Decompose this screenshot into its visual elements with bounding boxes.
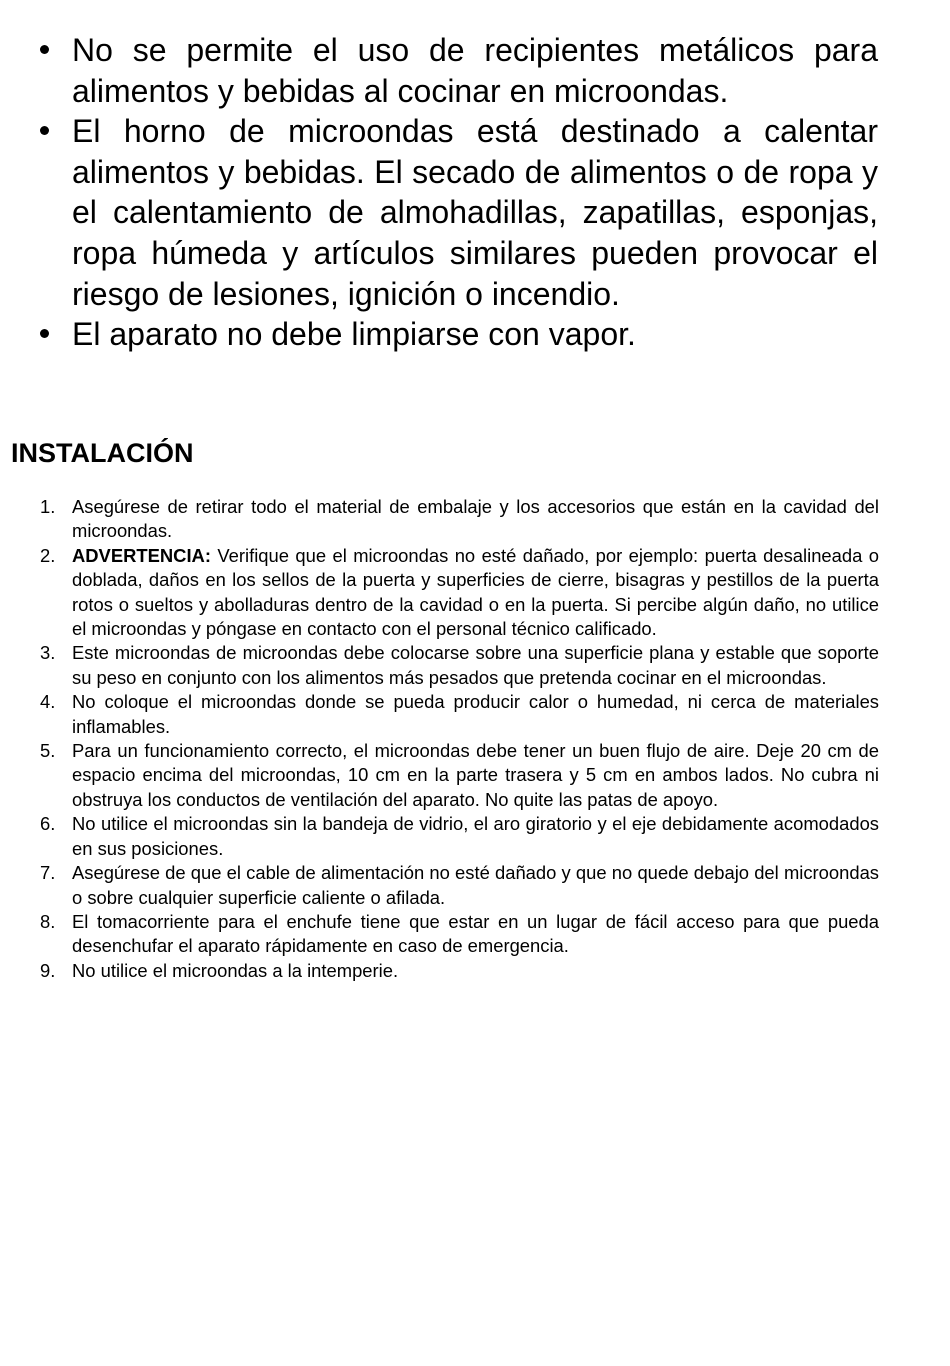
list-item [36, 495, 879, 544]
list-item [36, 690, 879, 739]
step-number: 5. [40, 740, 56, 762]
step-number: 7. [40, 862, 56, 884]
bullet-item [40, 111, 878, 314]
step-number: 2. [40, 544, 56, 566]
step-text: No utilice el microondas sin la bandeja de vidrio, el aro giratorio y el eje debidamente acomodados en sus posiciones. [72, 813, 879, 859]
step-text: Verifique que el microondas no esté dañado, por ejemplo: puerta desalineada o doblada, daños en los sellos de la puerta y superficies de cierre, bisagras y pestillos de la puerta rotos o sueltos y abolladuras dentro de la cavidad o en la puerta. Si percibe algún daño, no utilice el microondas y póngase en contacto con el personal técnico calificado. [72, 544, 879, 640]
bullet-text: No se permite el uso de recipientes metálicos para alimentos y bebidas al cocinar en microondas. [72, 32, 878, 109]
step-text: Para un funcionamiento correcto, el microondas debe tener un buen flujo de aire. Deje 20 cm de espacio encima del microondas, 10 cm en la parte trasera y 5 cm en ambos lados. No cubra ni obstruya los conductos de ventilación del aparato. No quite las patas de apoyo. [72, 740, 879, 810]
step-text: Asegúrese de retirar todo el material de embalaje y los accesorios que están en la cavidad del microondas. [72, 496, 879, 542]
step-text: Asegúrese de que el cable de alimentación no esté dañado y que no quede debajo del microondas o sobre cualquier superficie caliente o afilada. [72, 862, 879, 908]
safety-bullet-list [40, 30, 878, 355]
step-text: El tomacorriente para el enchufe tiene que estar en un lugar de fácil acceso para que pueda desenchufar el aparato rápidamente en caso de emergencia. [72, 910, 879, 957]
bullet-dot-icon [40, 126, 49, 135]
step-text: No utilice el microondas a la intemperie. [72, 959, 399, 981]
bullet-item [40, 314, 878, 355]
step-number: 6. [40, 813, 56, 835]
step-text: Este microondas de microondas debe colocarse sobre una superficie plana y estable que soporte su peso en conjunto con los alimentos más pesados que pretenda cocinar en el microondas. [72, 642, 879, 688]
list-item [36, 739, 879, 812]
list-item [36, 910, 879, 959]
step-number: 3. [40, 642, 56, 664]
list-item [36, 641, 879, 690]
list-item [36, 861, 879, 910]
bullet-text: El horno de microondas está destinado a calentar alimentos y bebidas. El secado de alimentos o de ropa y el calentamiento de almohadillas, zapatillas, esponjas, ropa húmeda y artículos similares pueden provocar el riesgo de lesiones, ignición o incendio. [72, 113, 878, 312]
list-item [36, 544, 879, 642]
list-item [36, 959, 879, 983]
installation-steps-list [36, 495, 879, 983]
list-item [36, 812, 879, 861]
section-title: INSTALACIÓN [11, 438, 194, 468]
warning-label: ADVERTENCIA: [72, 544, 211, 566]
bullet-dot-icon [40, 329, 49, 338]
step-number: 8. [40, 910, 56, 932]
bullet-text: El aparato no debe limpiarse con vapor. [72, 316, 636, 353]
step-text: No coloque el microondas donde se pueda producir calor o humedad, ni cerca de materiales inflamables. [72, 691, 879, 737]
bullet-dot-icon [40, 45, 49, 54]
step-number: 9. [40, 959, 56, 981]
bullet-item [40, 30, 878, 111]
step-number: 1. [40, 496, 56, 517]
step-number: 4. [40, 691, 56, 713]
